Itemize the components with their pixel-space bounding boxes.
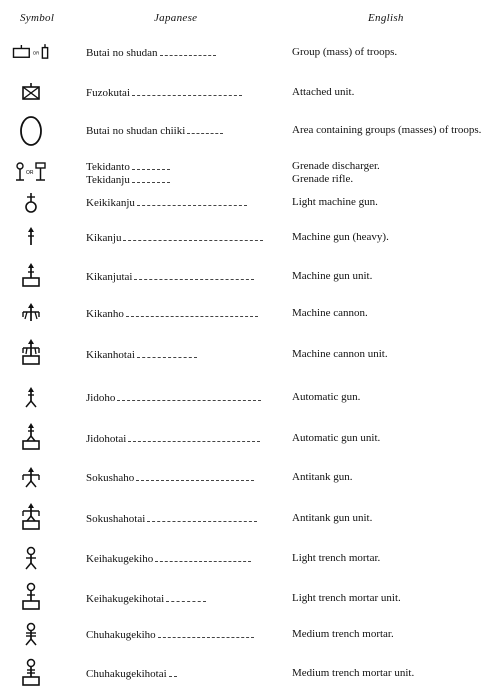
troop-area-icon bbox=[10, 114, 52, 148]
japanese-term: Tekidanto bbox=[86, 161, 130, 173]
japanese-term: Keihakugekihotai bbox=[86, 593, 165, 605]
machine-gun-unit-icon bbox=[10, 262, 52, 288]
english-term: Medium trench mortar unit. bbox=[292, 667, 415, 679]
english-term: Attached unit. bbox=[292, 86, 355, 98]
medium-trench-mortar-unit-icon bbox=[10, 658, 52, 688]
english-term: Light machine gun. bbox=[292, 196, 378, 208]
english-header: English bbox=[368, 12, 404, 24]
english-term: Grenade discharger. bbox=[292, 160, 380, 172]
svg-text:OR: OR bbox=[26, 170, 34, 176]
japanese-term: Butai no shudan bbox=[86, 47, 158, 59]
japanese-term: Kikanjutai bbox=[86, 271, 133, 283]
english-term: Light trench mortar unit. bbox=[292, 592, 401, 604]
light-trench-mortar-icon bbox=[10, 546, 52, 570]
japanese-term: Fuzokutai bbox=[86, 87, 130, 99]
japanese-term: Kikanju bbox=[86, 232, 122, 244]
english-term: Machine cannon unit. bbox=[292, 348, 388, 360]
attached-unit-icon bbox=[10, 82, 52, 102]
japanese-term: Jidohotai bbox=[86, 433, 127, 445]
symbol-header: Symbol bbox=[20, 12, 55, 24]
japanese-term: Tekidanju bbox=[86, 174, 130, 186]
english-term: Machine gun unit. bbox=[292, 270, 373, 282]
japanese-term: Butai no shudan chiiki bbox=[86, 125, 186, 137]
antitank-gun-unit-icon bbox=[10, 502, 52, 532]
english-term: Area containing groups (masses) of troops. bbox=[292, 124, 482, 136]
automatic-gun-icon bbox=[10, 386, 52, 408]
english-term: Automatic gun unit. bbox=[292, 432, 381, 444]
english-term: Antitank gun. bbox=[292, 471, 353, 483]
light-machine-gun-icon bbox=[10, 192, 52, 214]
medium-trench-mortar-icon bbox=[10, 622, 52, 646]
japanese-term: Sokushaho bbox=[86, 472, 135, 484]
japanese-header: Japanese bbox=[154, 12, 198, 24]
english-term: Light trench mortar. bbox=[292, 552, 381, 564]
japanese-term: Jidoho bbox=[86, 392, 116, 404]
japanese-term: Keikikanju bbox=[86, 197, 135, 209]
english-term: Group (mass) of troops. bbox=[292, 46, 398, 58]
japanese-term: Kikanho bbox=[86, 308, 124, 320]
light-trench-mortar-unit-icon bbox=[10, 582, 52, 612]
english-term: Grenade rifle. bbox=[292, 173, 354, 185]
antitank-gun-icon bbox=[10, 466, 52, 488]
english-term: Machine gun (heavy). bbox=[292, 231, 389, 243]
japanese-term: Chuhakugekiho bbox=[86, 629, 156, 641]
svg-text:OR: OR bbox=[32, 50, 40, 56]
japanese-term: Keihakugekiho bbox=[86, 553, 154, 565]
grenade-launcher-icon bbox=[10, 160, 52, 184]
troop-group-icon bbox=[10, 42, 52, 62]
automatic-gun-unit-icon bbox=[10, 422, 52, 452]
english-term: Antitank gun unit. bbox=[292, 512, 373, 524]
japanese-term: Kikanhotai bbox=[86, 349, 135, 361]
japanese-term: Sokushahotai bbox=[86, 513, 146, 525]
english-term: Machine cannon. bbox=[292, 307, 368, 319]
machine-cannon-unit-icon bbox=[10, 338, 52, 366]
english-term: Automatic gun. bbox=[292, 391, 361, 403]
heavy-machine-gun-icon bbox=[10, 226, 52, 246]
english-term: Medium trench mortar. bbox=[292, 628, 394, 640]
machine-cannon-icon bbox=[10, 302, 52, 322]
japanese-term: Chuhakugekihotai bbox=[86, 668, 167, 680]
